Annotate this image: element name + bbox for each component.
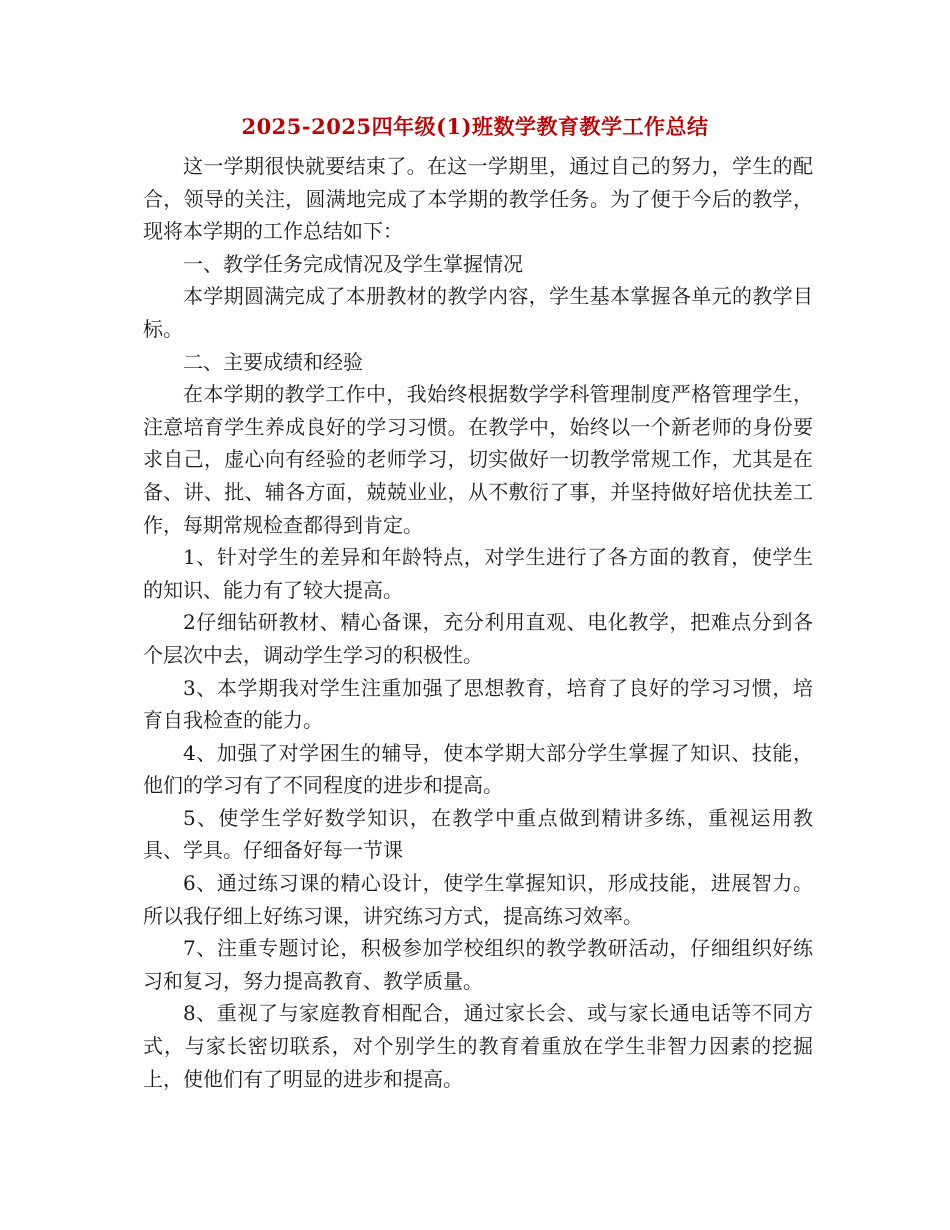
list-item-7: 7、注重专题讨论，积极参加学校组织的教学教研活动，仔细组织好练习和复习，努力提高教育、教学质量。 xyxy=(143,936,813,993)
list-item-2: 2仔细钻研教材、精心备课，充分利用直观、电化教学，把难点分到各个层次中去，调动学生学习的积极性。 xyxy=(143,610,813,667)
list-item-3: 3、本学期我对学生注重加强了思想教育，培育了良好的学习习惯，培育自我检查的能力。 xyxy=(143,675,813,733)
list-item-1: 1、针对学生的差异和年龄特点，对学生进行了各方面的教育，使学生的知识、能力有了较大提高。 xyxy=(143,545,813,602)
paragraph-section-1: 本学期圆满完成了本册教材的教学内容，学生基本掌握各单元的教学目标。 xyxy=(143,284,813,341)
list-item-6: 6、通过练习课的精心设计，使学生掌握知识，形成技能，进展智力。所以我仔细上好练习课，讲究练习方式，提高练习效率。 xyxy=(143,871,813,928)
section-heading-2: 二、主要成绩和经验 xyxy=(183,349,363,374)
list-item-4: 4、加强了对学困生的辅导，使本学期大部分学生掌握了知识、技能，他们的学习有了不同程度的进步和提高。 xyxy=(143,740,813,798)
list-item-5: 5、使学生学好数学知识，在教学中重点做到精讲多练，重视运用教具、学具。仔细备好每一节课 xyxy=(143,805,813,863)
document-body xyxy=(143,150,813,1095)
section-heading-1: 一、教学任务完成情况及学生掌握情况 xyxy=(183,251,523,276)
list-item-8: 8、重视了与家庭教育相配合，通过家长会、或与家长通电话等不同方式，与家长密切联系，对个别学生的教育着重放在学生非智力因素的挖掘上，使他们有了明显的进步和提高。 xyxy=(143,1001,813,1091)
document-title: 2025-2025四年级(1)班数学教育教学工作总结 xyxy=(241,114,709,139)
paragraph-intro: 这一学期很快就要结束了。在这一学期里，通过自己的努力，学生的配合，领导的关注，圆满地完成了本学期的教学任务。为了便于今后的教学，现将本学期的工作总结如下： xyxy=(143,154,813,244)
paragraph-section-2: 在本学期的教学工作中，我始终根据数学学科管理制度严格管理学生，注意培育学生养成良好的学习习惯。在教学中，始终以一个新老师的身份要求自己，虚心向有经验的老师学习，切实做好一切教学常规工作，尤其是在备、讲、批、辅各方面，兢兢业业，从不敷衍了事，并坚持做好培优扶差工作，每期常规检查都得到肯定。 xyxy=(143,382,813,537)
